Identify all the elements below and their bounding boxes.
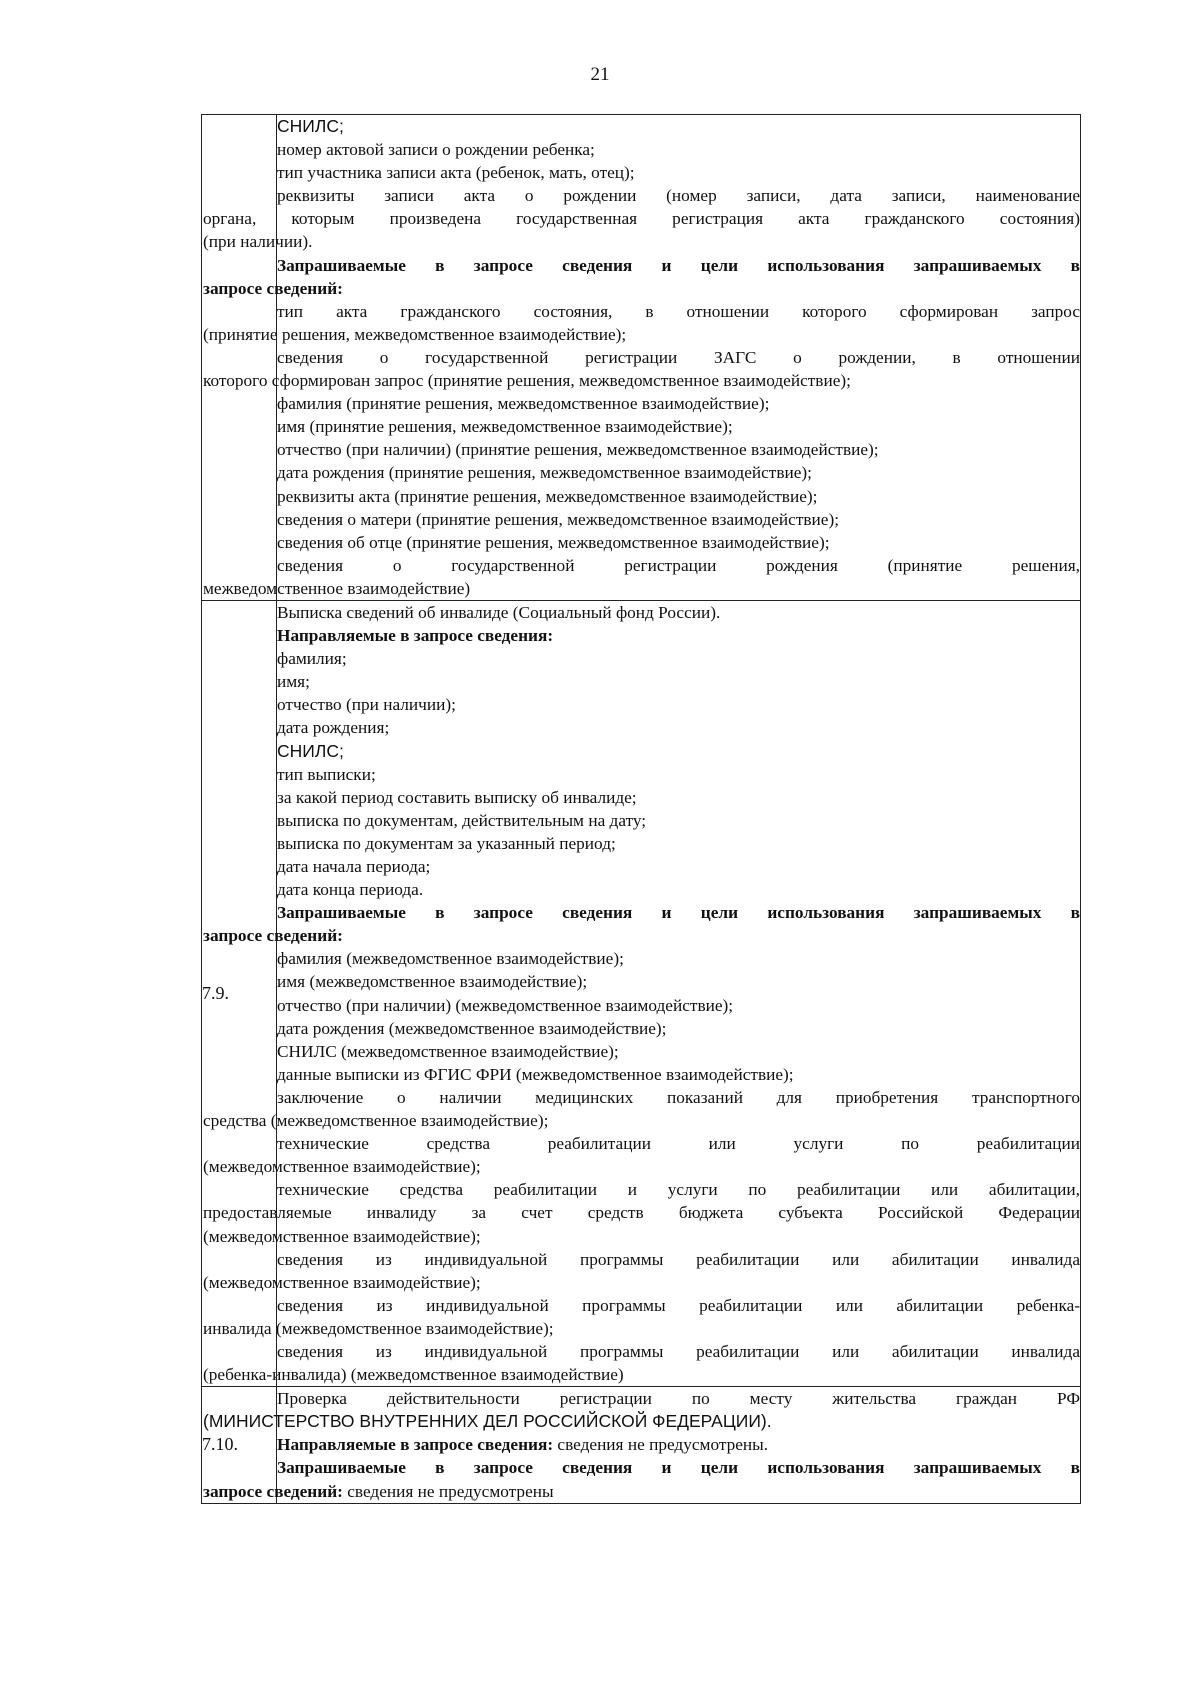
text-line [277,763,1080,786]
text-line [277,115,1080,138]
text-line [277,601,1080,624]
line-text: сведения о государственной регистрации рождения (принятие решения, [277,555,1080,575]
line-text: дата рождения (принятие решения, межведомственное взаимодействие); [277,463,812,483]
text-line [203,323,1080,346]
table-row [202,115,1081,601]
text-line [277,947,1080,970]
line-text: Запрашиваемые в запросе сведения и цели использования запрашиваемых в [277,903,1080,923]
text-line [277,461,1080,484]
line-text: запросе сведений: [203,1481,343,1501]
line-text: Запрашиваемые в запросе сведения и цели использования запрашиваемых в [277,255,1080,275]
line-text: реквизиты акта (принятие решения, межведомственное взаимодействие); [277,486,818,506]
line-text: дата рождения (межведомственное взаимодействие); [277,1018,667,1038]
line-text: отчество (при наличии); [277,695,456,715]
row-number-cell [202,115,277,601]
text-line [277,138,1080,161]
line-text: (принятие решения, межведомственное взаимодействие); [203,324,627,344]
text-line [277,508,1080,531]
line-text: сведения из индивидуальной программы реабилитации или абилитации инвалида [277,1341,1080,1361]
line-text: данные выписки из ФГИС ФРИ (межведомственное взаимодействие); [277,1064,794,1084]
line-text: отчество (при наличии) (межведомственное взаимодействие); [277,995,734,1015]
line-text: сведения из индивидуальной программы реабилитации или абилитации ребенка- [277,1295,1080,1315]
line-text: дата начала периода; [277,857,431,876]
line-text: СНИЛС; [277,740,344,761]
text-line [277,1132,1080,1155]
text-line [277,740,1080,763]
line-text: Проверка действительности регистрации по месту жительства граждан РФ [277,1389,1080,1409]
text-line [277,693,1080,716]
line-text: запросе сведений: [203,278,343,298]
text-line [277,184,1080,207]
table-body [202,115,1081,1504]
line-text: имя (принятие решения, межведомственное взаимодействие); [277,417,733,437]
bold-heading-line [277,1433,1080,1456]
line-text: запросе сведений: [203,926,343,946]
text-line [277,300,1080,323]
bold-heading-line [203,924,1080,947]
line-text: технические средства реабилитации или услуги по реабилитации [277,1134,1080,1154]
text-line [203,369,1080,392]
line-text: органа, которым произведена государственная регистрация акта гражданского состояния) [203,209,1080,229]
text-line [203,230,1080,253]
line-text: Выписка сведений об инвалиде (Социальный фонд России). [277,602,721,622]
table-row [202,1387,1081,1503]
text-line [277,346,1080,369]
line-text: отчество (при наличии) (принятие решения, межведомственное взаимодействие); [277,440,879,460]
text-line [277,1178,1080,1201]
text-line [277,832,1080,855]
text-line [203,1363,1080,1386]
text-line [203,1317,1080,1340]
requirements-table [201,114,1081,1504]
text-line [203,1225,1080,1248]
line-text: (МИНИСТЕРСТВО ВНУТРЕННИХ ДЕЛ РОССИЙСКОЙ ФЕДЕРАЦИИ). [203,1411,772,1432]
text-line [203,1410,1080,1433]
line-text: сведения об отце (принятие решения, межведомственное взаимодействие); [277,532,830,552]
text-line [277,1040,1080,1063]
text-line [277,1017,1080,1040]
text-line [277,1063,1080,1086]
line-text: выписка по документам, действительным на дату; [277,810,647,830]
row-content-cell [203,115,1081,601]
line-text: сведения из индивидуальной программы реабилитации или абилитации инвалида [277,1249,1080,1269]
line-suffix-text: сведения не предусмотрены. [553,1435,769,1455]
text-line [277,161,1080,184]
bold-heading-line [277,901,1080,924]
text-line [277,554,1080,577]
line-text: номер актовой записи о рождении ребенка; [277,140,595,160]
text-line [277,994,1080,1017]
line-text: имя; [277,672,310,692]
bold-heading-line [277,254,1080,277]
text-line [277,855,1080,878]
text-line [203,207,1080,230]
line-text: имя (межведомственное взаимодействие); [277,972,588,992]
line-text: за какой период составить выписку об инвалиде; [277,787,637,807]
line-text: Запрашиваемые в запросе сведения и цели использования запрашиваемых в [277,1458,1080,1478]
row-number-cell: 7.10. [202,1387,277,1503]
text-line [277,809,1080,832]
line-text: фамилия; [277,649,347,669]
table-row [202,600,1081,1386]
line-text: (ребенка-инвалида) (межведомственное взаимодействие) [203,1365,624,1385]
text-line [277,786,1080,809]
text-line [203,1201,1080,1224]
line-text: тип участника записи акта (ребенок, мать, отец); [277,163,635,183]
text-line [277,716,1080,739]
text-line [277,531,1080,554]
text-line [203,1109,1080,1132]
line-text: (при наличии). [203,232,313,252]
line-text: тип акта гражданского состояния, в отношении которого сформирован запрос [277,301,1080,321]
line-text: дата конца периода. [277,880,424,900]
line-text: фамилия (межведомственное взаимодействие); [277,949,624,969]
text-line [277,1086,1080,1109]
line-text: Направляемые в запросе сведения: [277,626,554,646]
line-text: заключение о наличии медицинских показаний для приобретения транспортного [277,1087,1080,1107]
text-line [277,647,1080,670]
bold-heading-line [203,1480,1080,1503]
text-line [277,670,1080,693]
text-line [277,485,1080,508]
text-line [277,878,1080,901]
line-text: которого сформирован запрос (принятие решения, межведомственное взаимодействие); [203,371,851,391]
line-text: (межведомственное взаимодействие); [203,1272,481,1292]
line-text: реквизиты записи акта о рождении (номер записи, дата записи, наименование [277,186,1080,206]
line-text: (межведомственное взаимодействие); [203,1157,481,1177]
bold-heading-line [277,1456,1080,1479]
text-line [277,415,1080,438]
line-text: средства (межведомственное взаимодействие); [203,1111,549,1131]
row-number-cell: 7.9. [202,600,277,1386]
line-text: межведомственное взаимодействие) [203,578,471,598]
text-line [277,1248,1080,1271]
line-text: выписка по документам за указанный период; [277,833,616,853]
line-text: СНИЛС (межведомственное взаимодействие); [277,1041,619,1061]
page-number: 21 [590,64,610,85]
text-line [277,970,1080,993]
line-text: предоставляемые инвалиду за счет средств бюджета субъекта Российской Федерации [203,1203,1080,1223]
text-line [277,1387,1080,1410]
line-text: (межведомственное взаимодействие); [203,1226,481,1246]
text-line [277,392,1080,415]
text-line [203,577,1080,600]
line-text: СНИЛС; [277,116,344,136]
text-line [277,438,1080,461]
line-text: Направляемые в запросе сведения: [277,1435,554,1455]
line-text: тип выписки; [277,764,376,784]
line-text: сведения о государственной регистрации ЗАГС о рождении, в отношении [277,347,1080,367]
bold-heading-line [277,624,1080,647]
line-suffix-text: сведения не предусмотрены [342,1481,554,1501]
bold-heading-line [203,277,1080,300]
line-text: дата рождения; [277,718,390,738]
line-text: инвалида (межведомственное взаимодействие); [203,1318,554,1338]
text-line [203,1271,1080,1294]
text-line [277,1294,1080,1317]
text-line [203,1155,1080,1178]
line-text: технические средства реабилитации и услуги по реабилитации или абилитации, [277,1180,1080,1200]
text-line [277,1340,1080,1363]
line-text: сведения о матери (принятие решения, межведомственное взаимодействие); [277,509,840,529]
line-text: фамилия (принятие решения, межведомственное взаимодействие); [277,394,770,414]
